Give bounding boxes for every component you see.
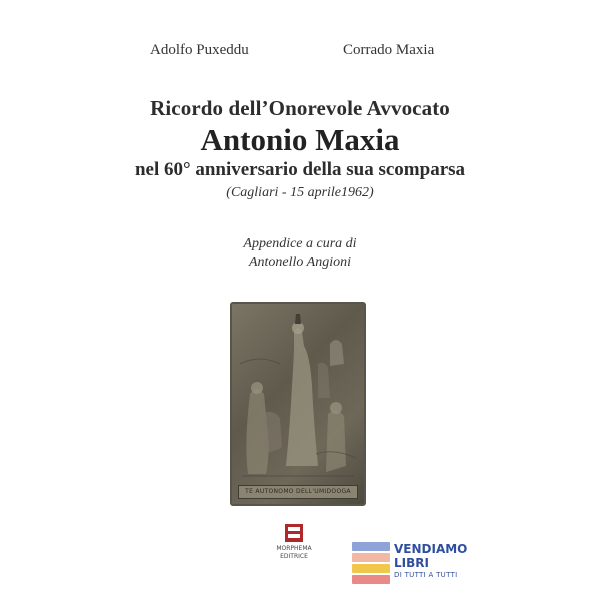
main-title: Antonio Maxia	[200, 122, 400, 157]
stripe	[352, 575, 390, 584]
badge-line: LIBRI	[394, 556, 429, 570]
title-block	[90, 96, 510, 201]
appendix-editor: Antonello Angioni	[248, 255, 351, 270]
bronze-plaque-image	[230, 302, 366, 506]
title-prefix: Ricordo dell’Onorevole Avvocato	[150, 96, 450, 120]
publisher-name	[264, 545, 324, 561]
badge-text	[394, 542, 467, 581]
appendix-label: Appendice a cura di	[243, 236, 357, 251]
stripe	[352, 542, 390, 551]
badge-tagline: DI TUTTI A TUTTI	[394, 571, 458, 579]
plaque-relief	[232, 304, 364, 504]
vendiamo-libri-badge	[352, 542, 472, 592]
title-suffix: nel 60° anniversario della sua scomparsa	[134, 159, 466, 180]
publisher-icon	[285, 524, 303, 542]
author-name: Corrado Maxia	[343, 42, 435, 58]
stripe	[352, 564, 390, 573]
publisher-name-line: MORPHEMA	[276, 545, 312, 552]
book-cover	[90, 8, 510, 598]
plaque-inscription: TE AUTONOMO DELL'UMIDOOGA	[238, 485, 358, 499]
book-stack-icon	[352, 542, 390, 586]
date-line: (Cagliari - 15 aprile1962)	[226, 185, 374, 200]
stripe	[352, 553, 390, 562]
author-name: Adolfo Puxeddu	[150, 42, 249, 58]
publisher-name-line: EDITRICE	[280, 553, 308, 560]
badge-line: VENDIAMO	[394, 542, 468, 556]
appendix-credit	[90, 234, 510, 272]
publisher-logo	[264, 524, 324, 561]
